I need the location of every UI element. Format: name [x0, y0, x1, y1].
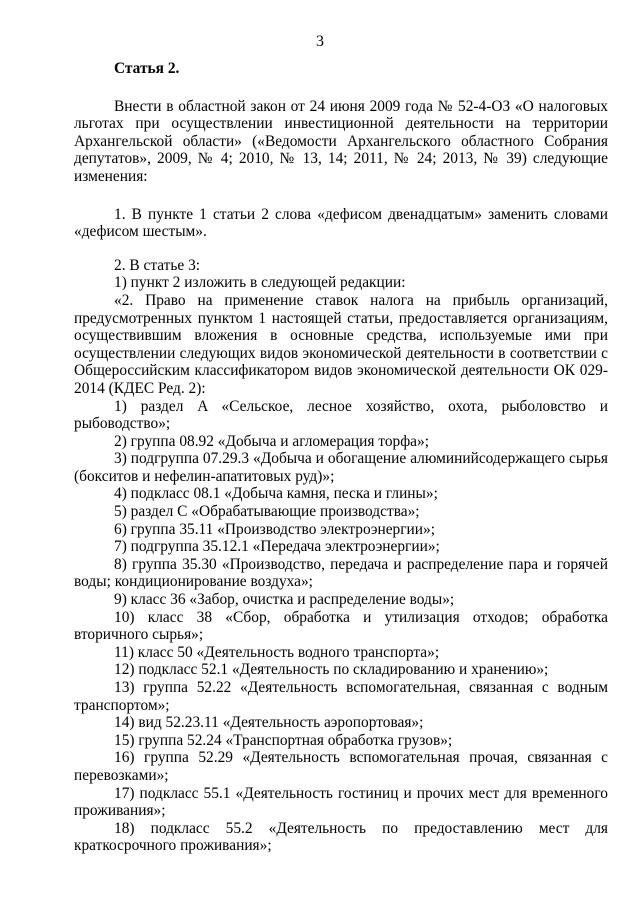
list-item: 5) раздел C «Обрабатывающие производства»;	[114, 503, 420, 521]
page-number: 3	[316, 33, 324, 50]
article-heading: Статья 2.	[114, 60, 180, 77]
list-item: 6) группа 35.11 «Производство электроэнергии»;	[114, 520, 435, 538]
list-item: 13) группа 52.22 «Деятельность вспомогательная, связанная с водным транспортом»;	[74, 679, 608, 714]
item-2-header: 2. В статье 3:	[114, 256, 201, 274]
document-body	[74, 60, 608, 855]
list-item: 2) группа 08.92 «Добыча и агломерация торфа»;	[114, 432, 429, 450]
list-item: 11) класс 50 «Деятельность водного транспорта»;	[114, 643, 440, 661]
quoted-paragraph: «2. Право на применение ставок налога на прибыль организаций, предусмотренных пунктом 1 настоящей статьи, предоставляется организациям, осуществившим вложения в основные средства, используемые ими при осуществлении следующих видов экономической деятельности в соответствии с Общероссийским классификатором видов экономической деятельности ОК 029-2014 (КДЕС Ред. 2):	[74, 291, 608, 397]
intro-paragraph: Внести в областной закон от 24 июня 2009 года № 52-4-ОЗ «О налоговых льготах при осуществлении инвестиционной деятельности на территории Архангельской области» («Ведомости Архангельского областного Собрания депутатов», 2009, № 4; 2010, № 13, 14; 2011, № 24; 2013, № 39) следующие изменения:	[74, 97, 608, 185]
item-2-subitem-1: 1) пункт 2 изложить в следующей редакции:	[114, 274, 406, 292]
list-item: 14) вид 52.23.11 «Деятельность аэропортовая»;	[114, 714, 424, 732]
list-item: 1) раздел A «Сельское, лесное хозяйство, охота, рыболовство и рыбоводство»;	[74, 397, 608, 433]
list-item: 7) подгруппа 35.12.1 «Передача электроэнергии»;	[114, 538, 440, 556]
list-item: 8) группа 35.30 «Производство, передача и распределение пара и горячей воды; кондиционирование воздуха»;	[74, 555, 608, 591]
list-item: 4) подкласс 08.1 «Добыча камня, песка и глины»;	[114, 485, 438, 503]
list-item: 18) подкласс 55.2 «Деятельность по предоставлению мест для краткосрочного проживания»;	[74, 819, 608, 855]
list-item: 9) класс 36 «Забор, очистка и распределение воды»;	[114, 591, 455, 609]
list-item: 17) подкласс 55.1 «Деятельность гостиниц и прочих мест для временного проживания»;	[74, 784, 608, 820]
item-1-paragraph: 1. В пункте 1 статьи 2 слова «дефисом двенадцатым» заменить словами «дефисом шестым».	[74, 205, 608, 241]
list-item: 12) подкласс 52.1 «Деятельность по складированию и хранению»;	[114, 661, 549, 679]
list-item: 3) подгруппа 07.29.3 «Добыча и обогащение алюминийсодержащего сырья (бокситов и нефелин-апатитовых руд)»;	[74, 450, 608, 485]
list-item: 16) группа 52.29 «Деятельность вспомогательная прочая, связанная с перевозками»;	[74, 749, 608, 784]
list-item: 10) класс 38 «Сбор, обработка и утилизация отходов; обработка вторичного сырья»;	[74, 608, 608, 644]
list-item: 15) группа 52.24 «Транспортная обработка грузов»;	[114, 731, 453, 749]
